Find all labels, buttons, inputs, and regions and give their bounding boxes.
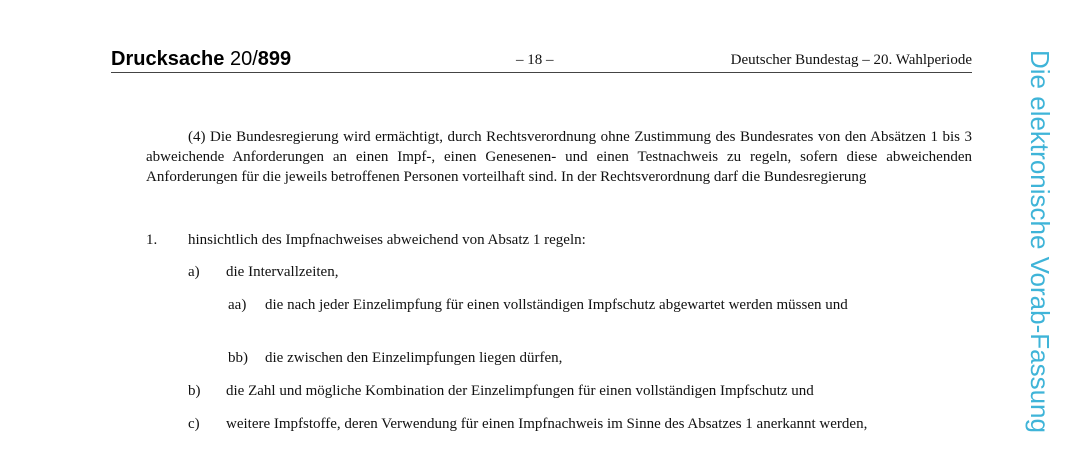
list-item-text: die zwischen den Einzelimpfungen liegen dürfen, <box>265 350 563 366</box>
drucksache-label: Drucksache <box>111 48 225 70</box>
list-item-label: c) <box>188 416 200 432</box>
parliament-label: Deutscher Bundestag – 20. Wahlperiode <box>730 52 972 68</box>
list-item-text: die Intervallzeiten, <box>226 264 339 280</box>
list-item-label: bb) <box>228 350 248 366</box>
list-item-label: aa) <box>228 297 247 313</box>
list-item-label: 1. <box>146 232 158 248</box>
list-item-text: weitere Impfstoffe, deren Verwendung für einen Impfnachweis im Sinne des Absatzes 1 anerkannt werden, <box>226 416 868 432</box>
list-item-text: die nach jeder Einzelimpfung für einen vollständigen Impfschutz abgewartet werden müssen und <box>265 297 848 313</box>
doc-number-prefix: 20/ <box>224 48 258 70</box>
list-item-text: hinsichtlich des Impfnachweises abweichend von Absatz 1 regeln: <box>188 232 586 248</box>
drucksache-number <box>111 48 291 71</box>
page-header <box>111 50 972 73</box>
paragraph-4 <box>146 127 972 187</box>
vorab-fassung-watermark: Die elektronische Vorab-Fassung <box>1025 50 1055 433</box>
list-item-text: die Zahl und mögliche Kombination der Einzelimpfungen für einen vollständigen Impfschutz und <box>226 383 814 399</box>
paragraph-4-text: (4) Die Bundesregierung wird ermächtigt, durch Rechtsverordnung ohne Zustimmung des Bundesrates von den Absätzen 1 bis 3 abweichende Anforderungen an einen Impf-, einen Genesenen- und einen Testnachweis zu regeln, sofern diese abweichenden Anforderungen für die jeweils betroffenen Personen vorteilhaft sind. In der Rechtsverordnung darf die Bundesregierung <box>146 129 972 185</box>
list-item-label: b) <box>188 383 201 399</box>
list-item-label: a) <box>188 264 200 280</box>
doc-number: 899 <box>257 48 292 70</box>
page-number: – 18 – <box>516 52 554 68</box>
